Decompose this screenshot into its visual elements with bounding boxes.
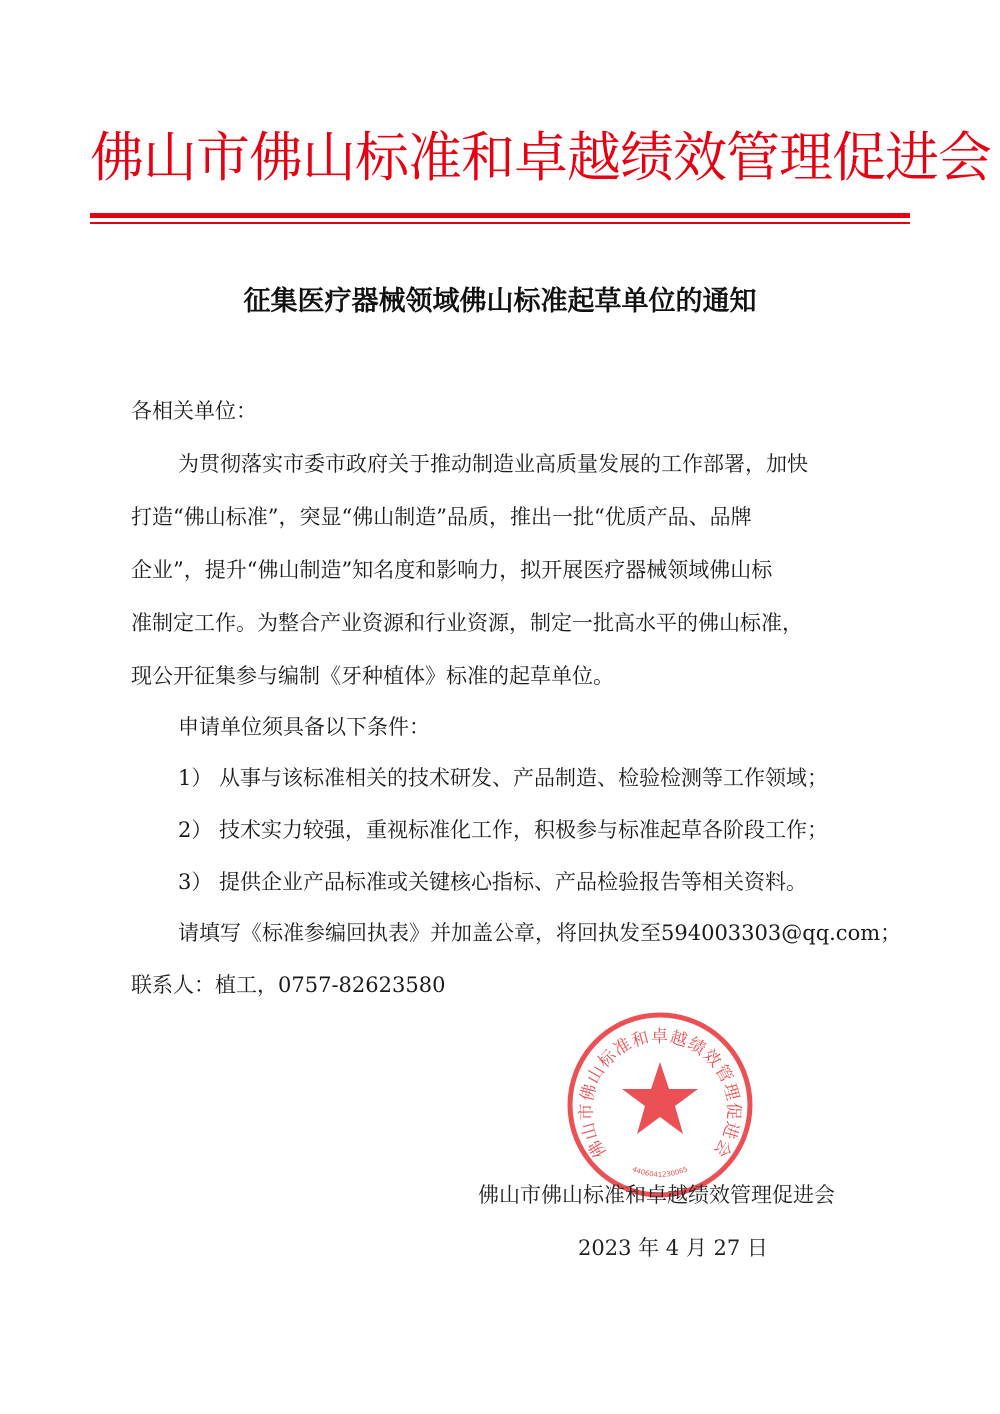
requirement-item: 1） 从事与该标准相关的技术研发、产品制造、检验检测等工作领域；: [178, 766, 829, 790]
paragraph-line: 为贯彻落实市委市政府关于推动制造业高质量发展的工作部署，加快: [178, 452, 808, 476]
requirements-intro: 申请单位须具备以下条件：: [178, 715, 430, 739]
contact-info: 联系人：植工，0757-82623580: [131, 973, 446, 997]
paragraph-line: 企业”，提升“佛山制造”知名度和影响力，拟开展医疗器械领域佛山标: [131, 558, 773, 582]
paragraph-line: 准制定工作。为整合产业资源和行业资源，制定一批高水平的佛山标准，: [131, 611, 803, 635]
paragraph-line: 打造“佛山标准”，突显“佛山制造”品质，推出一批“优质产品、品牌: [131, 505, 752, 529]
requirement-item: 2） 技术实力较强，重视标准化工作，积极参与标准起草各阶段工作；: [178, 818, 829, 842]
letterhead-rule-thick: [90, 213, 910, 218]
svg-text:4406041230065: 4406041230065: [630, 1165, 690, 1179]
submission-instruction: 请填写《标准参编回执表》并加盖公章，将回执发至594003303@qq.com；: [178, 921, 902, 945]
notice-title: 征集医疗器械领域佛山标准起草单位的通知: [243, 286, 757, 317]
svg-text:佛山市佛山标准和卓越绩效管理促进会: 佛山市佛山标准和卓越绩效管理促进会: [576, 1027, 744, 1162]
red-star-seal-icon: [565, 1010, 755, 1200]
paragraph-line: 现公开征集参与编制《牙种植体》标准的起草单位。: [131, 664, 614, 688]
signature-org-name: 佛山市佛山标准和卓越绩效管理促进会: [478, 1183, 835, 1207]
requirement-item: 3） 提供企业产品标准或关键核心指标、产品检验报告等相关资料。: [178, 870, 808, 894]
letterhead-rule-thin: [90, 222, 910, 224]
salutation: 各相关单位：: [131, 399, 257, 423]
signature-date: 2023 年 4 月 27 日: [578, 1236, 768, 1260]
letterhead-org-name: 佛山市佛山标准和卓越绩效管理促进会: [90, 126, 991, 189]
